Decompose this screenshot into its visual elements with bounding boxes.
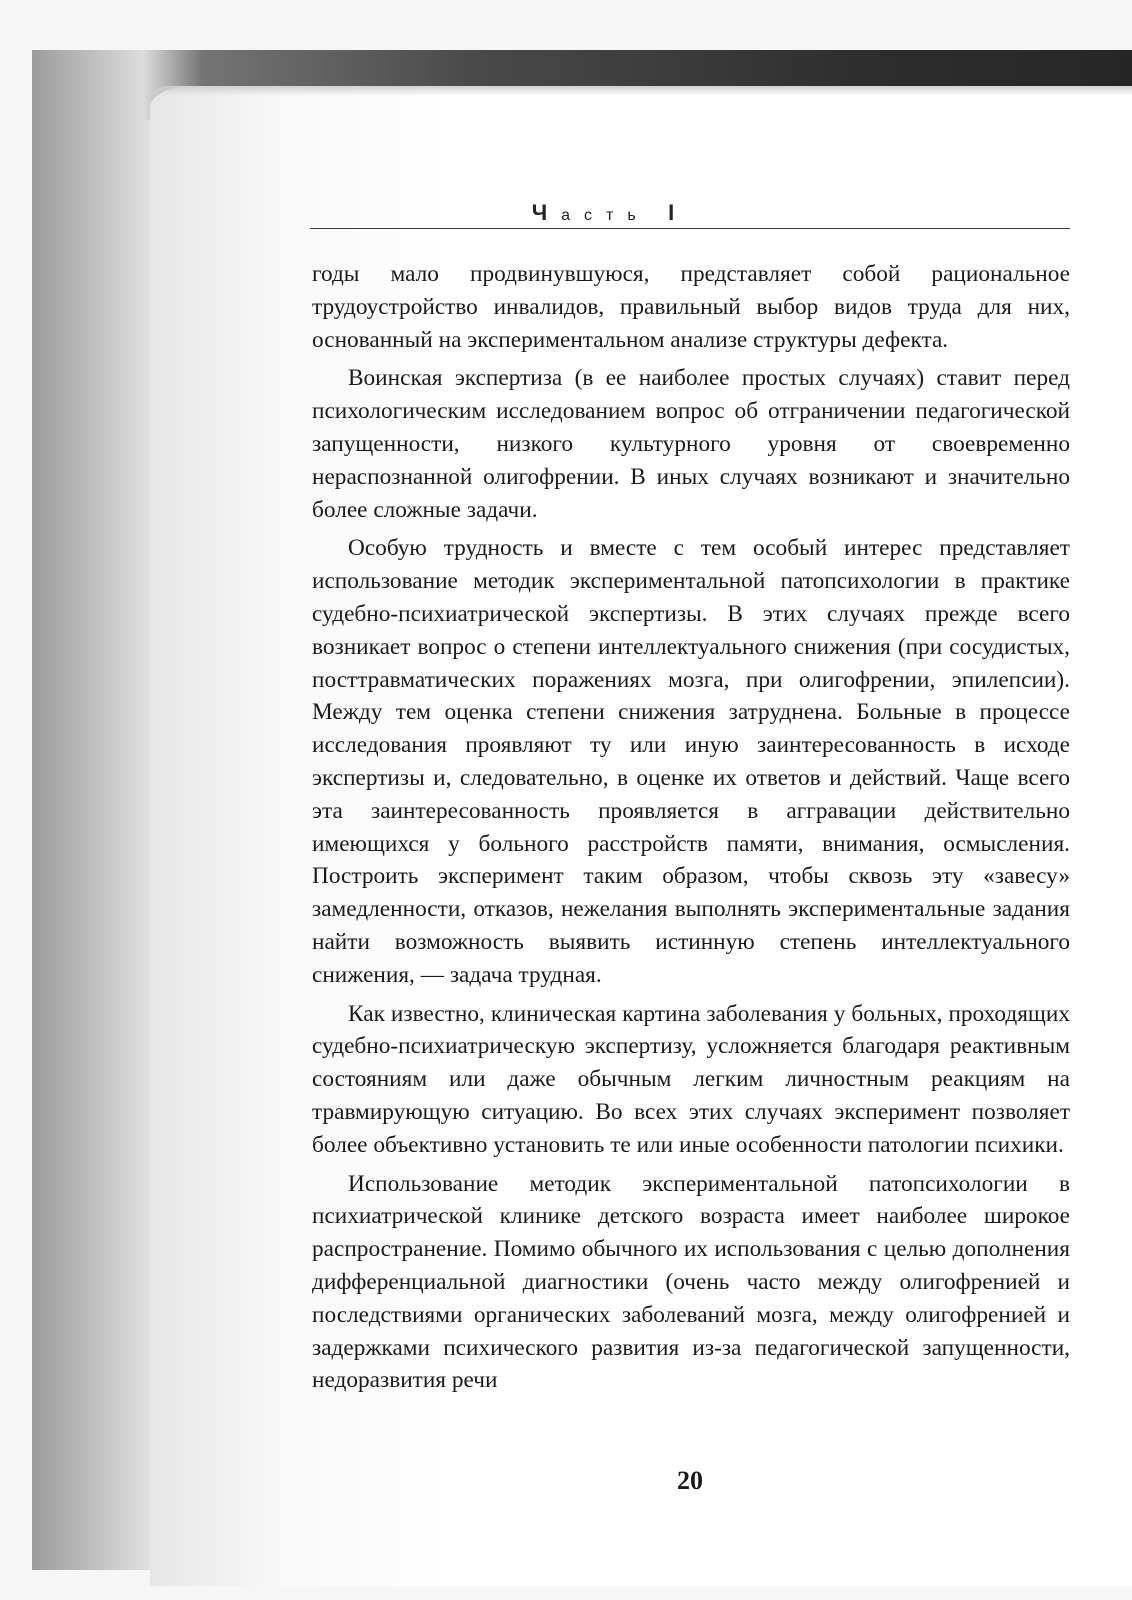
- body-text: [312, 258, 1070, 1403]
- paragraph-3: Особую трудность и вместе с тем особый интерес представляет использование методик экспериментальной патопсихологии в практике судебно-психиатрической экспертизы. В этих случаях прежде всего возникает вопрос о степени интеллектуального снижения (при сосудистых, посттравматических поражениях мозга, при олигофрении, эпилепсии). Между тем оценка степени снижения затруднена. Больные в процессе исследования проявляют ту или иную заинтересованность в исходе экспертизы и, следовательно, в оценке их ответов и действий. Чаще всего эта заинтересованность проявляется в аггравации действительно имеющихся у больного расстройств памяти, внимания, осмысления. Построить эксперимент таким образом, чтобы сквозь эту «завесу» замедленности, отказов, нежелания выполнять экспериментальные задания найти возможность выявить истинную степень интеллектуального снижения, — задача трудная.: [312, 535, 1070, 988]
- running-header: [310, 196, 1070, 229]
- paragraph-2: Воинская экспертиза (в ее наиболее простых случаях) ставит перед психологическим исследованием вопрос об отграничении педагогической запущенности, низкого культурного уровня от своевременно нераспознанной олигофрении. В иных случаях возникают и значительно более сложные задачи.: [312, 365, 1070, 523]
- running-head-title: [310, 200, 910, 226]
- page-number: 20: [677, 1466, 703, 1495]
- paper-edge: [150, 86, 1132, 96]
- paragraph-1: годы мало продвинувшуюся, представляет собой рациональное трудоустройство инвалидов, правильный выбор видов труда для них, основанный на экспериментальном анализе структуры дефекта.: [312, 261, 1070, 353]
- running-head-number: I: [668, 200, 689, 225]
- paragraph-4: Как известно, клиническая картина заболевания у больных, проходящих судебно-психиатрическую экспертизу, усложняется благодаря реактивным состояниям или даже обычным легким личностным реакциям на травмирующую ситуацию. Во всех этих случаях эксперимент позволяет более объективно установить те или иные особенности патологии психики.: [312, 1000, 1070, 1158]
- paragraph-5: Использование методик экспериментальной патопсихологии в психиатрической клинике детского возраста имеет наиболее широкое распространение. Помимо обычного их использования с целью дополнения дифференциальной диагностики (очень часто между олигофренией и последствиями органических заболеваний мозга, между олигофренией и задержками психического развития из-за педагогической запущенности, недоразвития речи: [312, 1170, 1070, 1394]
- running-head-rest: асть: [561, 207, 650, 224]
- running-head-initial: Ч: [531, 200, 562, 225]
